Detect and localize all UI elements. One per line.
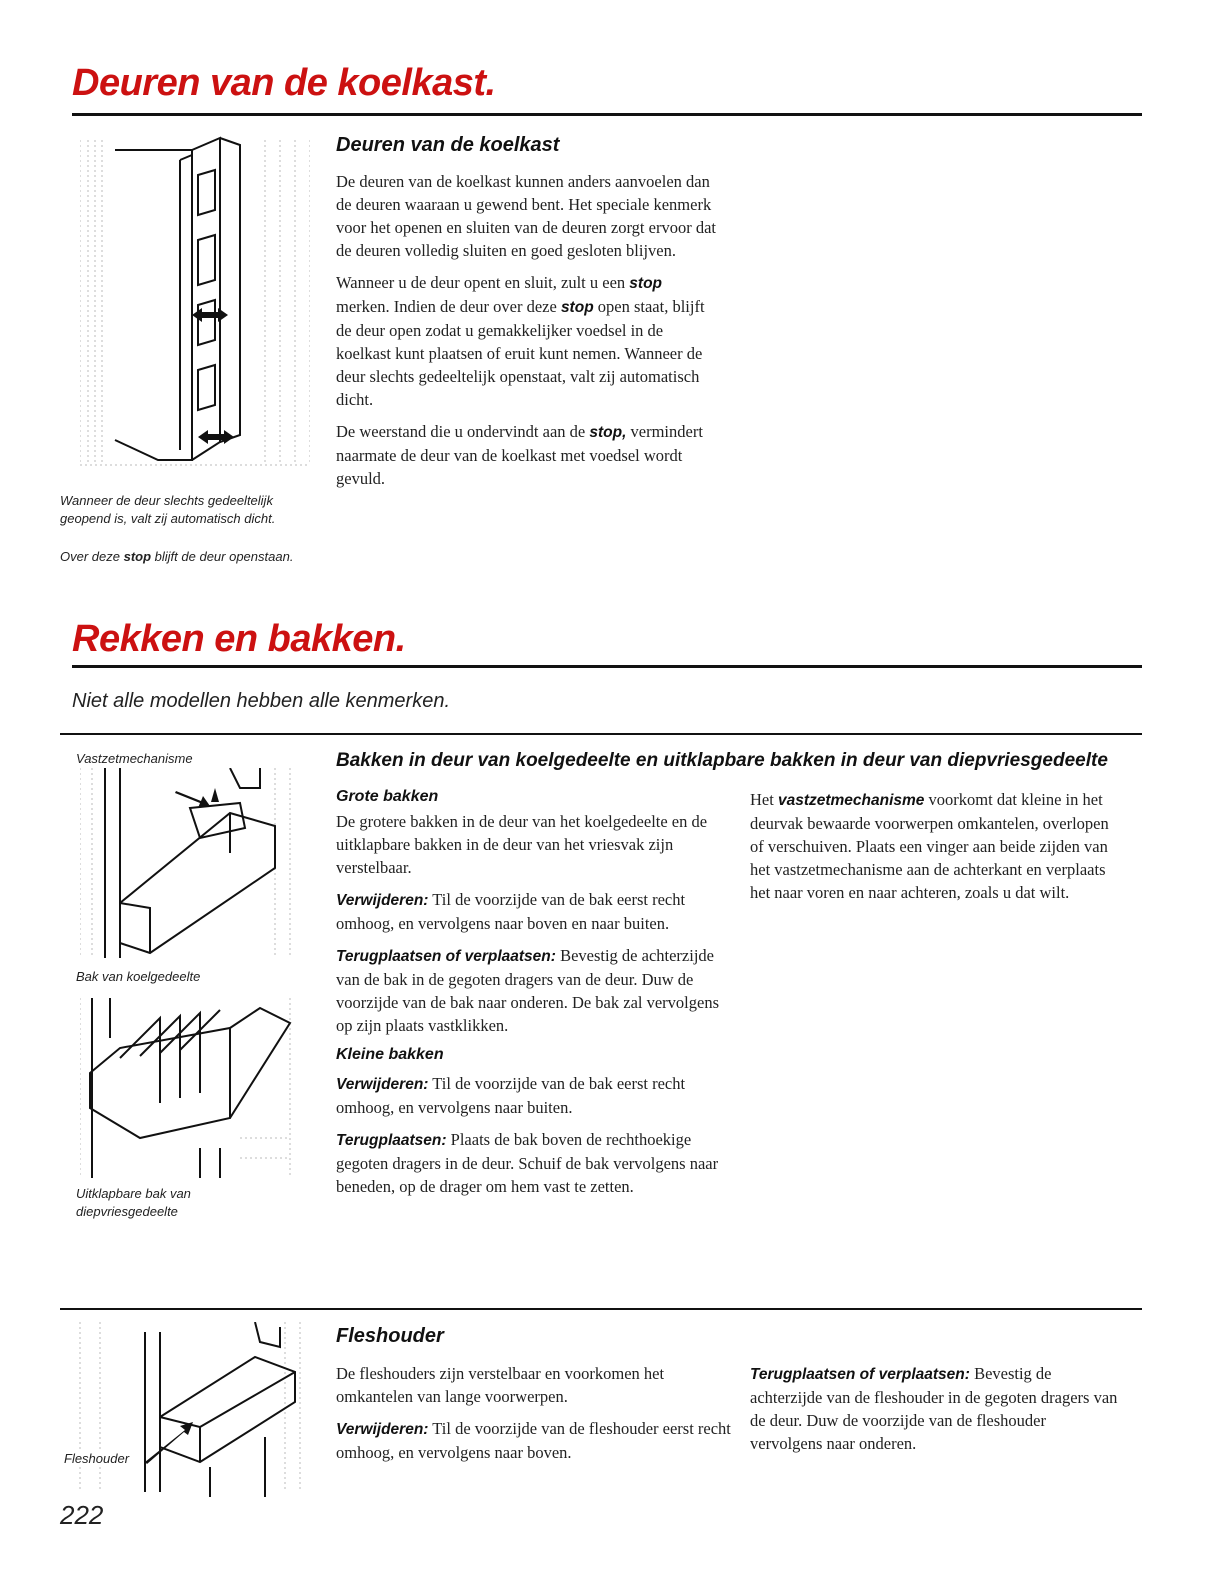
text: Til de voorzijde van de bak eerst recht omhoog, en vervolgens naar buiten.	[336, 1074, 686, 1117]
page-title-doors: Deuren van de koelkast.	[72, 62, 496, 104]
bins-heading: Bakken in deur van koelgedeelte en uitklapbare bakken in deur van diepvriesgedeelte	[336, 750, 1108, 771]
doors-paragraph-1: De deuren van de koelkast kunnen anders aanvoelen dan de deuren waaraan u gewend bent. Het speciale kenmerk voor het openen en sluiten van de deuren zorgt ervoor dat de deuren volledig sluiten en goed gesloten blijven.	[336, 172, 716, 260]
large-bins-remove	[336, 888, 731, 935]
text: merken. Indien de deur over deze	[336, 297, 561, 316]
large-bins-heading: Grote bakken	[336, 788, 439, 805]
lock-mechanism-label: Vastzetmechanisme	[76, 751, 193, 766]
lock-mechanism-text	[750, 788, 1120, 904]
doors-paragraph-3	[336, 420, 716, 490]
text: voorkomt dat kleine in het deurvak bewaarde voorwerpen omkantelen, overlopen of verschuiven. Plaats een vinger aan beide zijden van het vastzetmechanisme aan de achterkant en verplaats het naar voren en naar achteren, zoals u dat wilt.	[750, 790, 1109, 902]
doors-paragraph-2	[336, 271, 716, 411]
large-bins-intro: De grotere bakken in de deur van het koelgedeelte en de uitklapbare bakken in de deur van het vriesvak zijn verstelbaar.	[336, 812, 708, 877]
text: Til de voorzijde van de bak eerst recht omhoog, en vervolgens naar boven en naar buiten.	[336, 890, 686, 933]
door-caption-closes: Wanneer de deur slechts gedeeltelijk geopend is, valt zij automatisch dicht.	[60, 493, 276, 526]
bottle-holder-heading: Fleshouder	[336, 1325, 444, 1347]
title-rule	[72, 113, 1142, 116]
small-bins-heading: Kleine bakken	[336, 1046, 444, 1063]
page-number: 222	[60, 1500, 104, 1530]
bottle-holder-remove	[336, 1417, 731, 1464]
freezer-tilt-bin-illustration	[80, 998, 300, 1183]
text: De weerstand die u ondervindt aan de	[336, 422, 590, 441]
text: Bevestig de achterzijde van de fleshouder in de gegoten dragers van de deur. Duw de voorzijde van de fleshouder vervolgens naar onderen.	[750, 1364, 1118, 1453]
section-rule	[60, 733, 1142, 735]
large-bins-replace	[336, 944, 731, 1037]
doors-heading: Deuren van de koelkast	[336, 134, 560, 156]
replace-label: Terugplaatsen of verplaatsen:	[336, 948, 556, 965]
remove-label: Verwijderen:	[336, 1076, 429, 1093]
text: Wanneer u de deur opent en sluit, zult u een	[336, 273, 630, 292]
text: Bevestig de achterzijde van de bak in de gegoten dragers van de deur. Duw de voorzijde van de bak naar onderen. De bak zal vervolgens op zijn plaats vastklikken.	[336, 946, 720, 1035]
text: Het	[750, 790, 778, 809]
fridge-bin-caption: Bak van koelgedeelte	[76, 969, 201, 984]
remove-label: Verwijderen:	[336, 892, 429, 909]
freezer-bin-caption: Uitklapbare bak van diepvriesgedeelte	[76, 1186, 191, 1219]
refrigerator-door-illustration	[80, 130, 310, 475]
door-caption-stays-open	[60, 548, 300, 566]
small-bins-remove	[336, 1072, 731, 1119]
stop-keyword: stop	[629, 275, 662, 292]
lock-mechanism-keyword: vastzetmechanisme	[777, 792, 925, 809]
bottle-holder-intro: De fleshouders zijn verstelbaar en voorkomen het omkantelen van lange voorwerpen.	[336, 1364, 665, 1406]
text: open staat, blijft de deur open zodat u gemakkelijker voedsel in de koelkast kunt plaatsen of eruit kunt nemen. Wanneer de deur slechts gedeeltelijk openstaat, valt zij automatisch dicht.	[336, 297, 705, 409]
text: Plaats de bak boven de rechthoekige gegoten dragers in de deur. Schuif de bak vervolgens naar beneden, op de drager om hem vast te zetten.	[336, 1130, 719, 1196]
small-bins-replace	[336, 1128, 731, 1198]
bottle-holder-label: Fleshouder	[64, 1451, 130, 1466]
doors-text	[336, 170, 716, 499]
replace-label: Terugplaatsen of verplaatsen:	[750, 1366, 970, 1383]
bottle-holder-text-right	[750, 1362, 1120, 1464]
caption-text: blijft de deur openstaan.	[151, 549, 294, 564]
section-rule	[60, 1308, 1142, 1310]
caption-text: Over deze	[60, 549, 124, 564]
remove-label: Verwijderen:	[336, 1421, 429, 1438]
caption-stop-keyword: stop	[123, 549, 152, 564]
text: vermindert naarmate de deur van de koelkast met voedsel wordt gevuld.	[336, 422, 703, 488]
title-rule	[72, 665, 1142, 668]
bottle-holder-illustration	[60, 1322, 315, 1497]
bottle-holder-text-left	[336, 1362, 731, 1473]
bins-text-left	[336, 788, 731, 1207]
models-note: Niet alle modellen hebben alle kenmerken.	[72, 690, 451, 712]
replace-label: Terugplaatsen:	[336, 1132, 447, 1149]
bottle-holder-replace	[750, 1362, 1120, 1455]
text: Til de voorzijde van de fleshouder eerst recht omhoog, en vervolgens naar boven.	[336, 1419, 731, 1462]
page-title-shelves: Rekken en bakken.	[72, 618, 406, 660]
bins-text-right	[750, 788, 1120, 913]
fridge-door-bin-illustration	[80, 768, 300, 963]
stop-keyword: stop	[560, 299, 594, 316]
stop-keyword: stop,	[589, 424, 627, 441]
